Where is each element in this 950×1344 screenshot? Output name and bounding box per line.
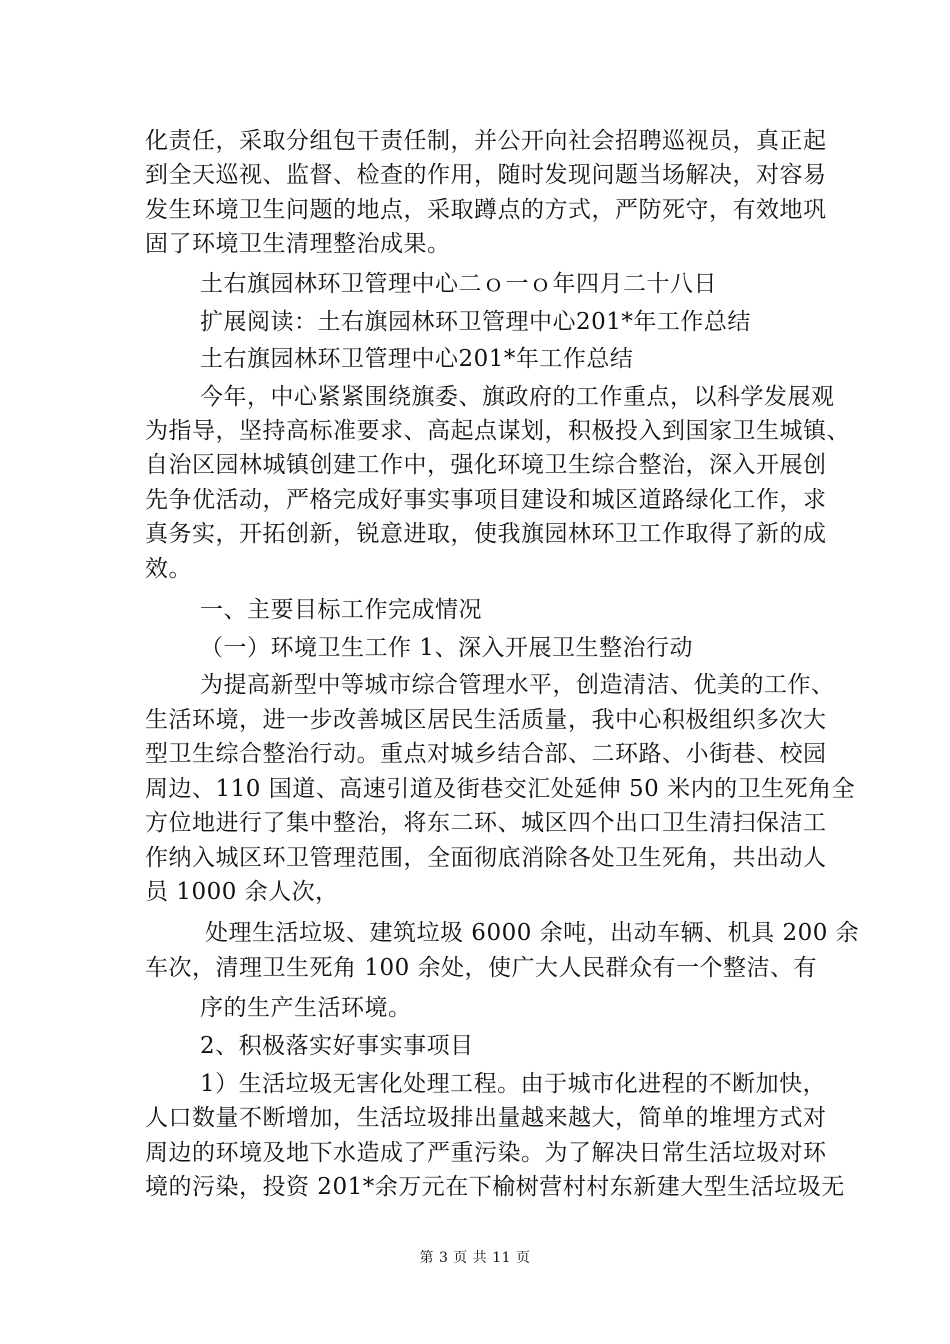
text-line: 型卫生综合整治行动。重点对城乡结合部、二环路、小街巷、校园 — [145, 741, 827, 767]
text-line: 序的生产生活环境。 — [200, 995, 412, 1021]
extended-reading-line: 扩展阅读：土右旗园林环卫管理中心201*年工作总结 — [200, 309, 751, 335]
text-line: 周边、110 国道、高速引道及街巷交汇处延伸 50 米内的卫生死角全 — [145, 776, 856, 802]
heading-key-projects: 2、积极落实好事实事项目 — [200, 1033, 474, 1059]
text-line: 1）生活垃圾无害化处理工程。由于城市化进程的不断加快， — [200, 1071, 827, 1097]
text-line: 发生环境卫生问题的地点，采取蹲点的方式，严防死守，有效地巩 — [145, 197, 827, 223]
section-title: 土右旗园林环卫管理中心201*年工作总结 — [200, 346, 634, 372]
heading-main-goals: 一、主要目标工作完成情况 — [200, 597, 482, 623]
heading-sanitation-work: （一）环境卫生工作 1、深入开展卫生整治行动 — [200, 635, 693, 661]
text-line: 作纳入城区环卫管理范围，全面彻底消除各处卫生死角，共出动人 — [145, 845, 827, 871]
text-line: 自治区园林城镇创建工作中，强化环境卫生综合整治，深入开展创 — [145, 452, 827, 478]
text-line: 员 1000 余人次， — [145, 879, 339, 905]
text-line: 今年，中心紧紧围绕旗委、旗政府的工作重点，以科学发展观 — [200, 384, 835, 410]
text-line: 方位地进行了集中整治，将东二环、城区四个出口卫生清扫保洁工 — [145, 810, 827, 836]
text-line: 到全天巡视、监督、检查的作用，随时发现问题当场解决，对容易 — [145, 162, 827, 188]
text-line: 车次，清理卫生死角 100 余处，使广大人民群众有一个整洁、有 — [145, 955, 818, 981]
page-number-footer: 第 3 页 共 11 页 — [419, 1250, 531, 1266]
text-line: 生活环境，进一步改善城区居民生活质量，我中心积极组织多次大 — [145, 707, 827, 733]
text-line: 周边的环境及地下水造成了严重污染。为了解决日常生活垃圾对环 — [145, 1140, 827, 1166]
text-line: 先争优活动，严格完成好事实事项目建设和城区道路绿化工作，求 — [145, 487, 827, 513]
text-line: 为指导，坚持高标准要求、高起点谋划，积极投入到国家卫生城镇、 — [145, 418, 850, 444]
text-line: 效。 — [145, 556, 192, 582]
text-line: 真务实，开拓创新，锐意进取，使我旗园林环卫工作取得了新的成 — [145, 521, 827, 547]
text-line: 处理生活垃圾、建筑垃圾 6000 余吨，出动车辆、机具 200 余 — [205, 920, 860, 946]
text-line: 人口数量不断增加，生活垃圾排出量越来越大，简单的堆埋方式对 — [145, 1105, 827, 1131]
signature-date-line: 土右旗园林环卫管理中心二ｏ一ｏ年四月二十八日 — [200, 271, 717, 297]
text-line: 固了环境卫生清理整治成果。 — [145, 231, 451, 257]
text-line: 化责任，采取分组包干责任制，并公开向社会招聘巡视员，真正起 — [145, 128, 827, 154]
text-line: 为提高新型中等城市综合管理水平，创造清洁、优美的工作、 — [200, 672, 835, 698]
text-line: 境的污染，投资 201*余万元在下榆树营村村东新建大型生活垃圾无 — [145, 1174, 845, 1200]
